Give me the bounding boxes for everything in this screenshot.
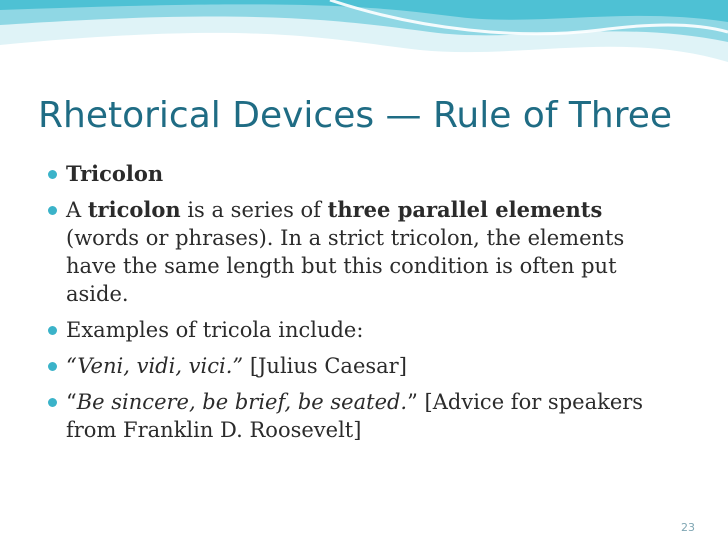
definition-line-1 (66, 196, 658, 224)
bullet-icon (48, 326, 57, 335)
bullet-text-bold: Tricolon (66, 161, 164, 186)
bullet-text: Examples of tricola include: (66, 318, 364, 342)
page-number: 23 (681, 521, 695, 534)
example-line-1 (66, 388, 658, 416)
definition-term: tricolon (87, 197, 181, 222)
bullet-item-example-roosevelt (48, 388, 658, 444)
example-quote: “Veni, vidi, vici.” (66, 354, 244, 378)
bullet-item-examples-intro (48, 316, 658, 344)
bullet-icon (48, 398, 57, 407)
example-source: [Advice for speakers (417, 390, 644, 414)
bullet-icon (48, 206, 57, 215)
bullet-item-example-caesar (48, 352, 658, 380)
bullet-icon (48, 170, 57, 179)
example-line-2: from Franklin D. Roosevelt] (66, 418, 362, 442)
bullet-item-tricolon (48, 160, 658, 188)
definition-line-4: aside. (66, 282, 129, 306)
slide-title: Rhetorical Devices — Rule of Three (38, 95, 673, 136)
open-quote: “ (66, 390, 77, 414)
example-quote: Be sincere, be brief, be seated. (76, 390, 408, 414)
close-quote: ” (407, 390, 418, 414)
header-wave-decoration (0, 0, 728, 80)
definition-line-3: have the same length but this condition is often put (66, 254, 617, 278)
definition-intro: A (66, 198, 88, 222)
definition-mid: is a series of (180, 198, 328, 222)
definition-line-2: (words or phrases). In a strict tricolon, the elements (66, 226, 625, 250)
definition-emphasis: three parallel elements (327, 197, 603, 222)
example-source: [Julius Caesar] (243, 354, 407, 378)
bullet-list (48, 160, 658, 452)
bullet-item-definition (48, 196, 658, 308)
bullet-icon (48, 362, 57, 371)
